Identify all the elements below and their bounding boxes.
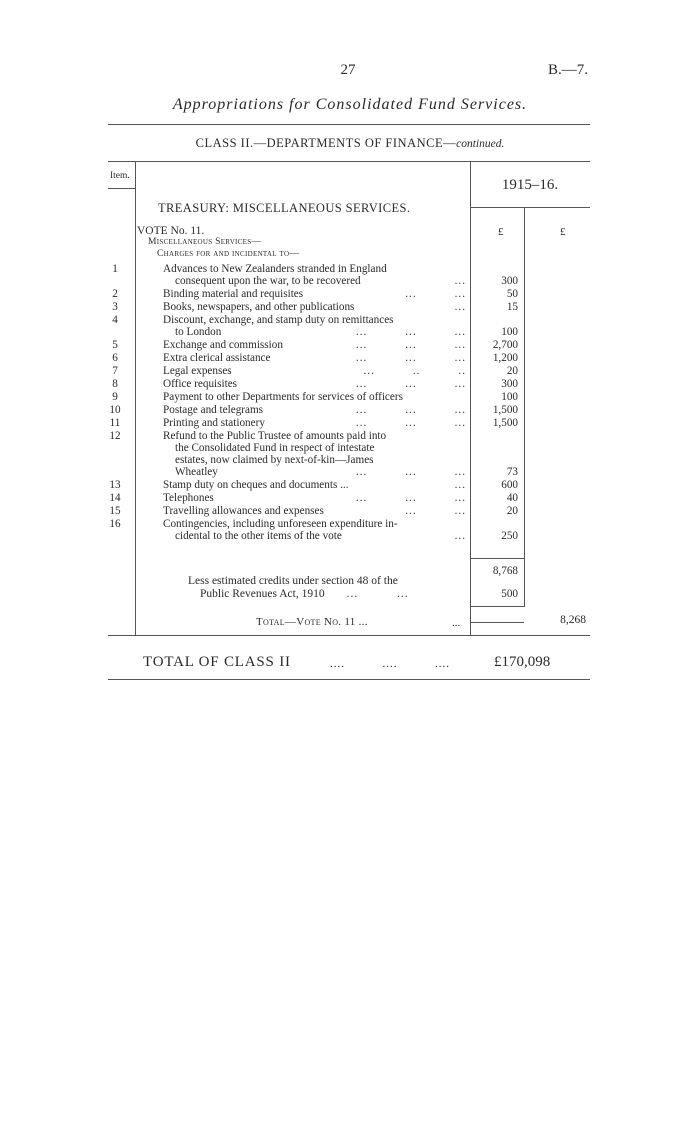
subtotal-rule: [470, 558, 524, 559]
item-number: 9: [112, 391, 118, 403]
item-amount: 100: [501, 391, 518, 403]
item-description: Refund to the Public Trustee of amounts paid into: [163, 430, 387, 442]
table-row: [0, 530, 700, 542]
leader-dots: ... ...: [405, 288, 466, 300]
pound-symbol-col2: £: [560, 226, 566, 238]
item-number: 2: [112, 288, 118, 300]
vote-total-label: Total—Vote No. 11 ...: [256, 616, 368, 628]
less-credits-text: Public Revenues Act, 1910: [200, 588, 325, 600]
leader-dots: ...: [454, 530, 466, 542]
class-total-rule: [108, 679, 590, 680]
table-row: [0, 442, 700, 454]
leader-dots: ... ... ...: [355, 404, 466, 416]
leader-dots: ... ... ...: [355, 466, 466, 478]
leader-dots: ...: [454, 301, 466, 313]
year-header: 1915–16.: [501, 177, 559, 193]
item-description: Postage and telegrams: [163, 404, 264, 416]
item-description: Payment to other Departments for services of officers: [163, 391, 403, 403]
item-description: Extra clerical assistance: [163, 352, 271, 364]
table-top-rule: [108, 161, 590, 162]
item-description: Stamp duty on cheques and documents ...: [163, 479, 349, 491]
item-amount: 73: [506, 466, 518, 478]
item-number: 11: [109, 417, 121, 429]
item-number: 7: [112, 365, 118, 377]
item-column-header: Item.: [110, 171, 130, 181]
leader-dots: ... ...: [405, 505, 466, 517]
item-number: 16: [109, 518, 121, 530]
subtotal-amount: 8,768: [492, 565, 518, 577]
item-description: estates, now claimed by next-of-kin—James: [175, 454, 374, 466]
leader-dots: ... ... ...: [355, 326, 466, 338]
item-description: Discount, exchange, and stamp duty on remittances: [163, 314, 394, 326]
item-amount: 2,700: [492, 339, 518, 351]
item-number: 5: [112, 339, 118, 351]
item-number: 15: [109, 505, 121, 517]
class-total-dots: .... .... ....: [330, 658, 450, 670]
vote-number: VOTE No. 11.: [137, 225, 205, 237]
page-title: Appropriations for Consolidated Fund Services.: [172, 96, 528, 113]
leader-dots: ... ... ...: [355, 352, 466, 364]
page-number: 27: [340, 62, 356, 78]
item-amount: 600: [501, 479, 518, 491]
item-description: to London: [175, 326, 222, 338]
item-description: Travelling allowances and expenses: [163, 505, 324, 517]
table-row: [0, 417, 700, 429]
item-number: 12: [109, 430, 121, 442]
item-description: cidental to the other items of the vote: [175, 530, 342, 542]
subtitle-main: CLASS II.—DEPARTMENTS OF FINANCE—: [195, 136, 457, 150]
item-description: the Consolidated Fund in respect of intestate: [175, 442, 375, 454]
table-row: [0, 492, 700, 504]
table-row: [0, 391, 700, 403]
title-rule: [108, 124, 590, 125]
item-description: Legal expenses: [163, 365, 232, 377]
item-number: 3: [112, 301, 118, 313]
item-description: Contingencies, including unforeseen expenditure in-: [163, 518, 398, 530]
total-rule: [470, 622, 524, 623]
leader-dots: ... ... ...: [355, 378, 466, 390]
less-credits-line-2: [200, 588, 409, 600]
item-amount: 250: [501, 530, 518, 542]
item-amount: 1,500: [492, 417, 518, 429]
vote-total-amount: 8,268: [560, 614, 586, 626]
table-row: [0, 454, 700, 466]
class-subtitle: [0, 136, 700, 151]
table-row: [0, 301, 700, 313]
table-row: [0, 275, 700, 287]
table-row: [0, 288, 700, 300]
table-row: [0, 326, 700, 338]
item-description: consequent upon the war, to be recovered: [175, 275, 361, 287]
item-description: Books, newspapers, and other publications: [163, 301, 355, 313]
table-row: [0, 263, 700, 275]
vote-total-dots: ...: [452, 617, 461, 629]
item-number: 10: [109, 404, 121, 416]
table-row: [0, 314, 700, 326]
item-description: Telephones: [163, 492, 214, 504]
table-row: [0, 404, 700, 416]
table-bottom-rule: [108, 635, 590, 636]
pound-symbol-col1: £: [498, 226, 504, 238]
item-amount: 1,500: [492, 404, 518, 416]
item-amount: 100: [501, 326, 518, 338]
item-number: 1: [112, 263, 118, 275]
table-row: [0, 352, 700, 364]
item-amount: 1,200: [492, 352, 518, 364]
table-row: [0, 466, 700, 478]
item-amount: 50: [506, 288, 518, 300]
credit-rule: [470, 606, 524, 607]
item-description: Printing and stationery: [163, 417, 265, 429]
item-description: Wheatley: [175, 466, 218, 478]
less-credits-dots: ... ...: [346, 588, 409, 600]
misc-services-heading: Miscellaneous Services—: [148, 237, 262, 247]
item-amount: 20: [506, 505, 518, 517]
year-header-rule: [470, 207, 590, 208]
table-row: [0, 378, 700, 390]
table-row: [0, 479, 700, 491]
table-row: [0, 339, 700, 351]
table-row: [0, 430, 700, 442]
item-number: 6: [112, 352, 118, 364]
item-number: 4: [112, 314, 118, 326]
less-credits-line-1: Less estimated credits under section 48 of the: [188, 575, 398, 587]
item-description: Office requisites: [163, 378, 238, 390]
class-total-label: TOTAL OF CLASS II: [143, 654, 291, 670]
table-row: [0, 505, 700, 517]
leader-dots: ... ... ...: [355, 492, 466, 504]
document-reference: B.—7.: [548, 62, 589, 78]
less-credits-amount: 500: [501, 588, 518, 600]
table-row: [0, 365, 700, 377]
leader-dots: ...: [454, 479, 466, 491]
item-amount: 15: [506, 301, 518, 313]
item-number: 8: [112, 378, 118, 390]
item-amount: 300: [501, 378, 518, 390]
item-number: 13: [109, 479, 121, 491]
leader-dots: ...: [454, 275, 466, 287]
item-amount: 40: [506, 492, 518, 504]
table-row: [0, 518, 700, 530]
subtitle-continued: continued.: [456, 138, 505, 150]
item-description: Advances to New Zealanders stranded in England: [163, 263, 387, 275]
item-amount: 20: [506, 365, 518, 377]
item-header-rule: [108, 188, 135, 189]
leader-dots: ... .. ..: [363, 365, 466, 377]
leader-dots: ... ... ...: [355, 417, 466, 429]
leader-dots: ... ... ...: [355, 339, 466, 351]
class-total-amount: £170,098: [494, 654, 551, 670]
charges-heading: Charges for and incidental to—: [157, 249, 300, 259]
item-description: Exchange and commission: [163, 339, 283, 351]
item-number: 14: [109, 492, 121, 504]
section-title: TREASURY: MISCELLANEOUS SERVICES.: [158, 201, 411, 215]
item-amount: 300: [501, 275, 518, 287]
item-description: Binding material and requisites: [163, 288, 304, 300]
